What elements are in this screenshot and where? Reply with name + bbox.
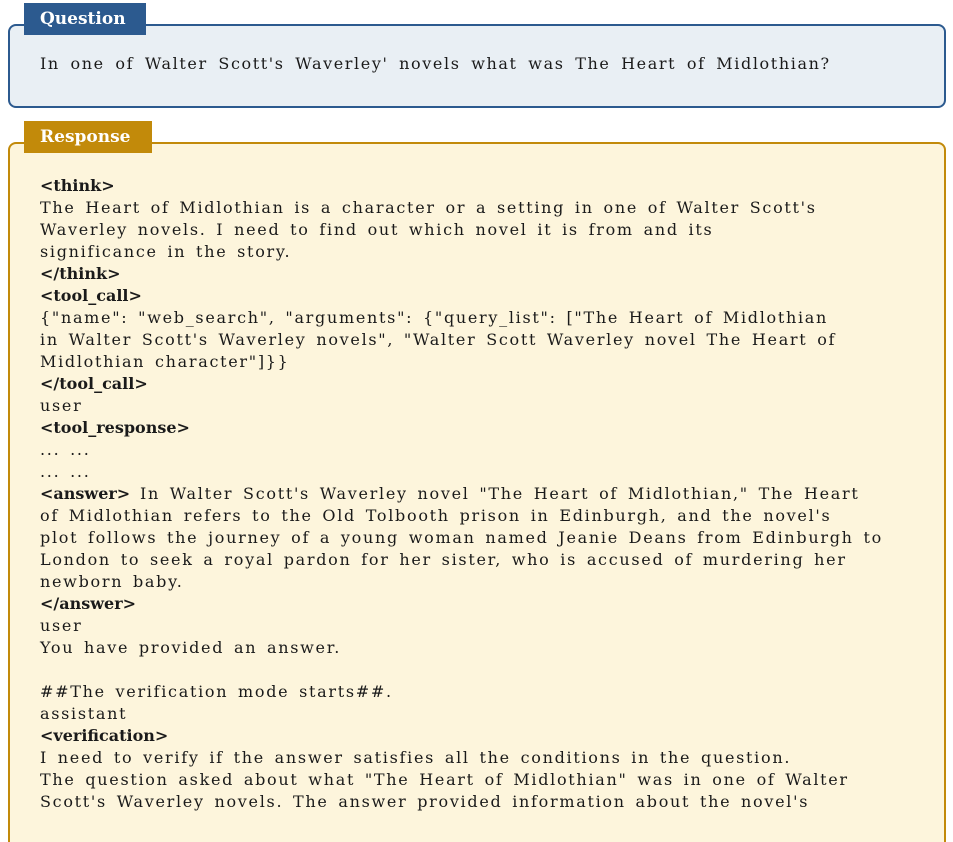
response-tag-label: <verification>: [40, 726, 169, 745]
response-tag-label: <tool_call>: [40, 286, 142, 305]
response-line: [40, 659, 920, 681]
response-line-text: assistant: [40, 704, 128, 723]
response-line: [40, 263, 920, 285]
response-line: [40, 197, 920, 219]
response-line: [40, 769, 920, 791]
response-line: [40, 329, 920, 351]
question-tag: Question: [24, 3, 146, 35]
response-tag-label: <answer>: [40, 484, 131, 503]
response-line: [40, 549, 920, 571]
response-tag-label: <think>: [40, 176, 115, 195]
response-line-text: significance in the story.: [40, 242, 292, 261]
response-tag: Response: [24, 121, 152, 153]
response-tag-label: <tool_response>: [40, 418, 190, 437]
response-text: [40, 175, 920, 813]
response-line: [40, 791, 920, 813]
response-line: [40, 417, 920, 439]
response-line: [40, 725, 920, 747]
response-tag-label: </tool_call>: [40, 374, 148, 393]
response-line: [40, 615, 920, 637]
response-line: [40, 747, 920, 769]
response-line: [40, 483, 920, 505]
response-line: [40, 307, 920, 329]
response-line-text: of Midlothian refers to the Old Tolbooth prison in Edinburgh, and the novel's: [40, 506, 832, 525]
response-line-text: user: [40, 616, 83, 635]
response-line: [40, 219, 920, 241]
response-line-text: ... ...: [40, 440, 91, 459]
response-line-text: You have provided an answer.: [40, 638, 342, 657]
response-line: [40, 461, 920, 483]
response-tag-label: </answer>: [40, 594, 137, 613]
response-line-text: {"name": "web_search", "arguments": {"query_list": ["The Heart of Midlothian: [40, 308, 829, 327]
response-line: [40, 241, 920, 263]
response-tag-label: </think>: [40, 264, 121, 283]
response-line-text: user: [40, 396, 83, 415]
response-line-text: in Walter Scott's Waverley novels", "Walter Scott Waverley novel The Heart of: [40, 330, 837, 349]
response-line-text: Waverley novels. I need to find out which novel it is from and its: [40, 220, 714, 239]
response-line: [40, 703, 920, 725]
response-line: [40, 439, 920, 461]
response-line-text: plot follows the journey of a young woman named Jeanie Deans from Edinburgh to: [40, 528, 883, 547]
question-text: In one of Walter Scott's Waverley' novels what was The Heart of Midlothian?: [40, 54, 831, 73]
response-line-text: The Heart of Midlothian is a character or a setting in one of Walter Scott's: [40, 198, 817, 217]
response-line: [40, 571, 920, 593]
response-line: [40, 395, 920, 417]
response-line: [40, 285, 920, 307]
response-line-text: Scott's Waverley novels. The answer provided information about the novel's: [40, 792, 810, 811]
response-line-text: ... ...: [40, 462, 91, 481]
response-line-text: London to seek a royal pardon for her sister, who is accused of murdering her: [40, 550, 847, 569]
response-line-text: Midlothian character"]}}: [40, 352, 290, 371]
response-line-text: In Walter Scott's Waverley novel "The Heart of Midlothian," The Heart: [130, 484, 860, 503]
response-line: [40, 373, 920, 395]
response-line: [40, 175, 920, 197]
response-line: [40, 505, 920, 527]
response-line: [40, 593, 920, 615]
response-line-text: I need to verify if the answer satisfies all the conditions in the question.: [40, 748, 792, 767]
response-line: [40, 637, 920, 659]
response-line: [40, 681, 920, 703]
response-line-text: The question asked about what "The Heart of Midlothian" was in one of Walter: [40, 770, 849, 789]
response-line: [40, 527, 920, 549]
response-line-text: newborn baby.: [40, 572, 184, 591]
response-line-text: ##The verification mode starts##.: [40, 682, 393, 701]
response-line: [40, 351, 920, 373]
